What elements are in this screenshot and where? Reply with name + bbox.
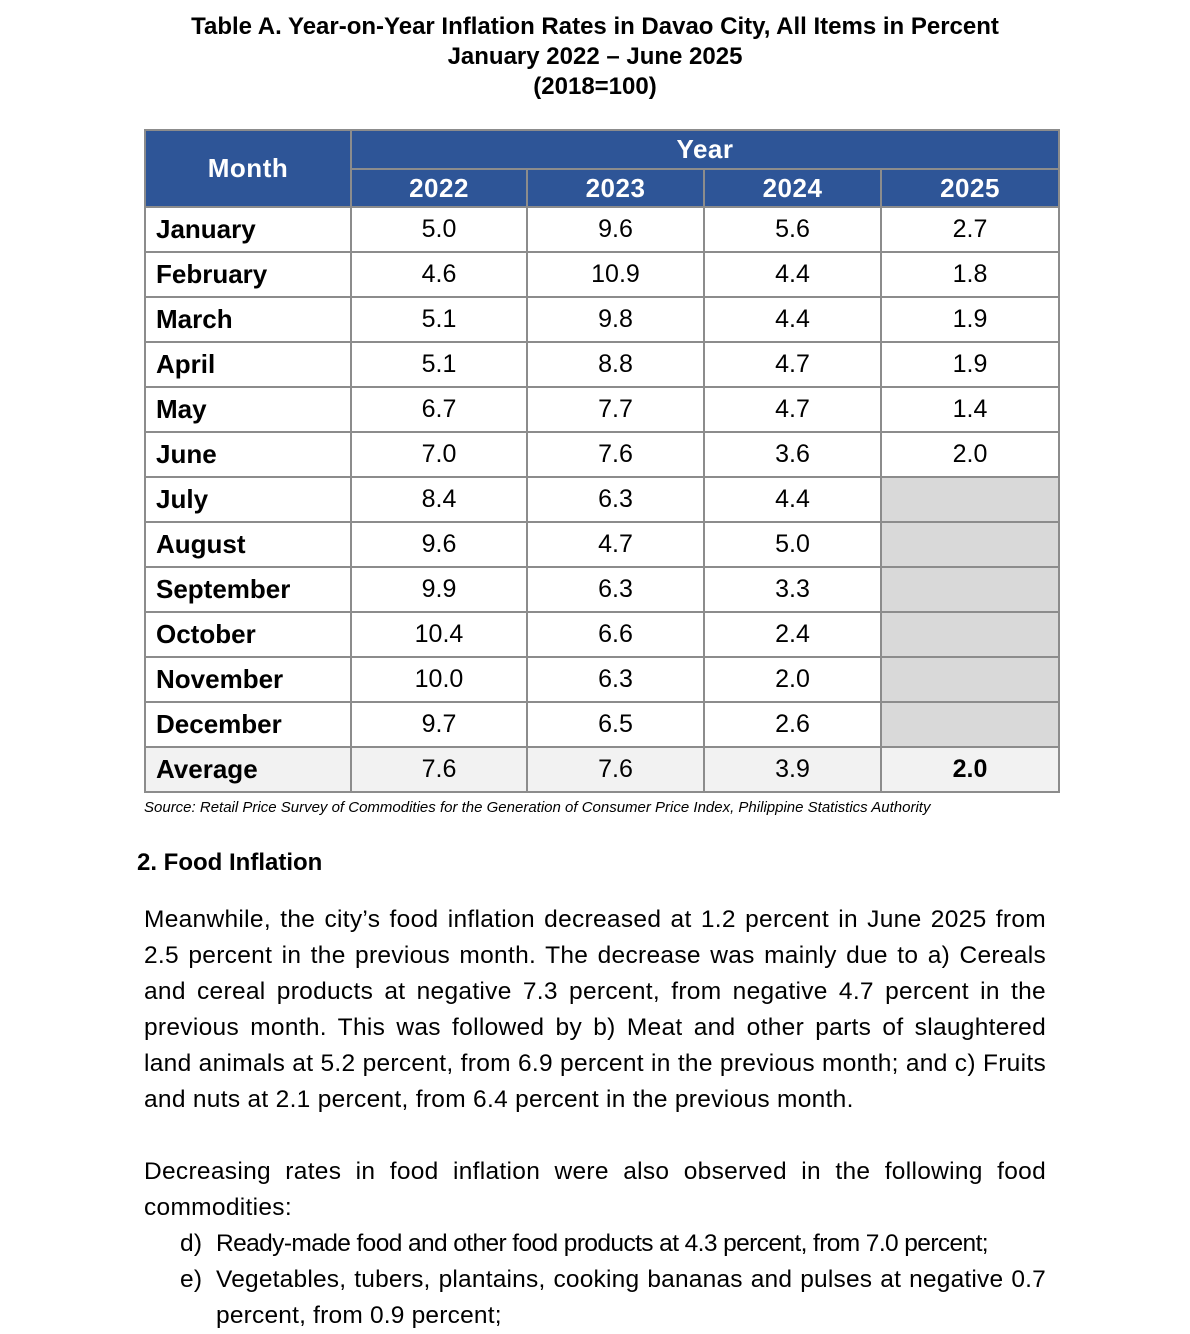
value-cell: 5.1 xyxy=(351,297,527,342)
value-cell: 10.9 xyxy=(527,252,704,297)
value-cell: 7.0 xyxy=(351,432,527,477)
value-cell: 2.0 xyxy=(881,432,1059,477)
value-cell: 1.9 xyxy=(881,342,1059,387)
table-title xyxy=(0,12,1190,102)
table-row xyxy=(145,702,1059,747)
value-cell: 4.4 xyxy=(704,477,881,522)
list-item xyxy=(180,1226,1046,1262)
value-cell: 7.7 xyxy=(527,387,704,432)
empty-cell xyxy=(881,477,1059,522)
food-inflation-paragraph: Meanwhile, the city’s food inflation decreased at 1.2 percent in June 2025 from 2.5 percent in the previous month. The decrease was mainly due to a) Cereals and cereal products at negative 7.3 percent, from negative 4.7 percent in the previous month. This was followed by b) Meat and other parts of slaughtered land animals at 5.2 percent, from 6.9 percent in the previous month; and c) Fruits and nuts at 2.1 percent, from 6.4 percent in the previous month. xyxy=(144,906,1046,1113)
table-row xyxy=(145,477,1059,522)
table-row xyxy=(145,387,1059,432)
table-row xyxy=(145,207,1059,252)
value-cell: 9.9 xyxy=(351,567,527,612)
value-cell: 9.6 xyxy=(527,207,704,252)
empty-cell xyxy=(881,612,1059,657)
table-title-line-2: January 2022 – June 2025 xyxy=(447,43,743,70)
value-cell: 9.6 xyxy=(351,522,527,567)
value-cell: 4.7 xyxy=(704,342,881,387)
average-label: Average xyxy=(145,747,351,792)
value-cell: 6.7 xyxy=(351,387,527,432)
table-row xyxy=(145,522,1059,567)
value-cell: 9.8 xyxy=(527,297,704,342)
value-cell: 9.7 xyxy=(351,702,527,747)
empty-cell xyxy=(881,522,1059,567)
value-cell: 5.1 xyxy=(351,342,527,387)
value-cell: 2.7 xyxy=(881,207,1059,252)
table-source-note: Source: Retail Price Survey of Commodities for the Generation of Consumer Price Index, Philippine Statistics Authority xyxy=(144,799,931,816)
value-cell: 3.3 xyxy=(704,567,881,612)
value-cell: 5.0 xyxy=(351,207,527,252)
food-commodities-list xyxy=(180,1226,1046,1334)
value-cell: 1.9 xyxy=(881,297,1059,342)
month-cell: April xyxy=(145,342,351,387)
value-cell: 5.0 xyxy=(704,522,881,567)
average-value-2022: 7.6 xyxy=(351,747,527,792)
year-group-header: Year xyxy=(351,130,1059,169)
value-cell: 2.4 xyxy=(704,612,881,657)
value-cell: 4.4 xyxy=(704,252,881,297)
list-marker: d) xyxy=(180,1230,203,1257)
table-row xyxy=(145,432,1059,477)
food-commodities-intro: Decreasing rates in food inflation were also observed in the following food commodities: xyxy=(144,1158,1046,1221)
value-cell: 6.6 xyxy=(527,612,704,657)
value-cell: 4.7 xyxy=(704,387,881,432)
value-cell: 4.7 xyxy=(527,522,704,567)
value-cell: 7.6 xyxy=(527,432,704,477)
table-row xyxy=(145,297,1059,342)
month-cell: January xyxy=(145,207,351,252)
list-item-text: Ready-made food and other food products at 4.3 percent, from 7.0 percent; xyxy=(216,1230,988,1257)
month-cell: July xyxy=(145,477,351,522)
value-cell: 1.4 xyxy=(881,387,1059,432)
value-cell: 5.6 xyxy=(704,207,881,252)
month-cell: November xyxy=(145,657,351,702)
table-row xyxy=(145,657,1059,702)
table-title-line-1: Table A. Year-on-Year Inflation Rates in Davao City, All Items in Percent xyxy=(191,13,999,40)
year-header-2024: 2024 xyxy=(704,169,881,207)
value-cell: 6.5 xyxy=(527,702,704,747)
empty-cell xyxy=(881,567,1059,612)
month-cell: August xyxy=(145,522,351,567)
empty-cell xyxy=(881,657,1059,702)
table-row xyxy=(145,252,1059,297)
year-header-2022: 2022 xyxy=(351,169,527,207)
value-cell: 6.3 xyxy=(527,657,704,702)
month-cell: March xyxy=(145,297,351,342)
average-row xyxy=(145,747,1059,792)
month-cell: February xyxy=(145,252,351,297)
value-cell: 4.4 xyxy=(704,297,881,342)
month-cell: May xyxy=(145,387,351,432)
value-cell: 4.6 xyxy=(351,252,527,297)
empty-cell xyxy=(881,702,1059,747)
average-value-2024: 3.9 xyxy=(704,747,881,792)
month-cell: September xyxy=(145,567,351,612)
month-cell: December xyxy=(145,702,351,747)
list-item-text: Vegetables, tubers, plantains, cooking bananas and pulses at negative 0.7 percent, from 0.9 percent; xyxy=(216,1266,1046,1329)
value-cell: 6.3 xyxy=(527,567,704,612)
value-cell: 2.6 xyxy=(704,702,881,747)
month-cell: June xyxy=(145,432,351,477)
average-value-2025: 2.0 xyxy=(881,747,1059,792)
table-row xyxy=(145,342,1059,387)
value-cell: 10.4 xyxy=(351,612,527,657)
table-title-line-3: (2018=100) xyxy=(533,73,657,100)
inflation-table xyxy=(144,129,1060,793)
value-cell: 3.6 xyxy=(704,432,881,477)
month-column-header: Month xyxy=(145,130,351,207)
month-cell: October xyxy=(145,612,351,657)
average-value-2023: 7.6 xyxy=(527,747,704,792)
value-cell: 6.3 xyxy=(527,477,704,522)
list-marker: e) xyxy=(180,1266,203,1293)
table-row xyxy=(145,567,1059,612)
value-cell: 8.4 xyxy=(351,477,527,522)
value-cell: 8.8 xyxy=(527,342,704,387)
table-row xyxy=(145,612,1059,657)
value-cell: 1.8 xyxy=(881,252,1059,297)
year-header-2023: 2023 xyxy=(527,169,704,207)
value-cell: 2.0 xyxy=(704,657,881,702)
list-item xyxy=(180,1262,1046,1334)
value-cell: 10.0 xyxy=(351,657,527,702)
year-header-2025: 2025 xyxy=(881,169,1059,207)
section-heading: 2. Food Inflation xyxy=(137,849,323,876)
